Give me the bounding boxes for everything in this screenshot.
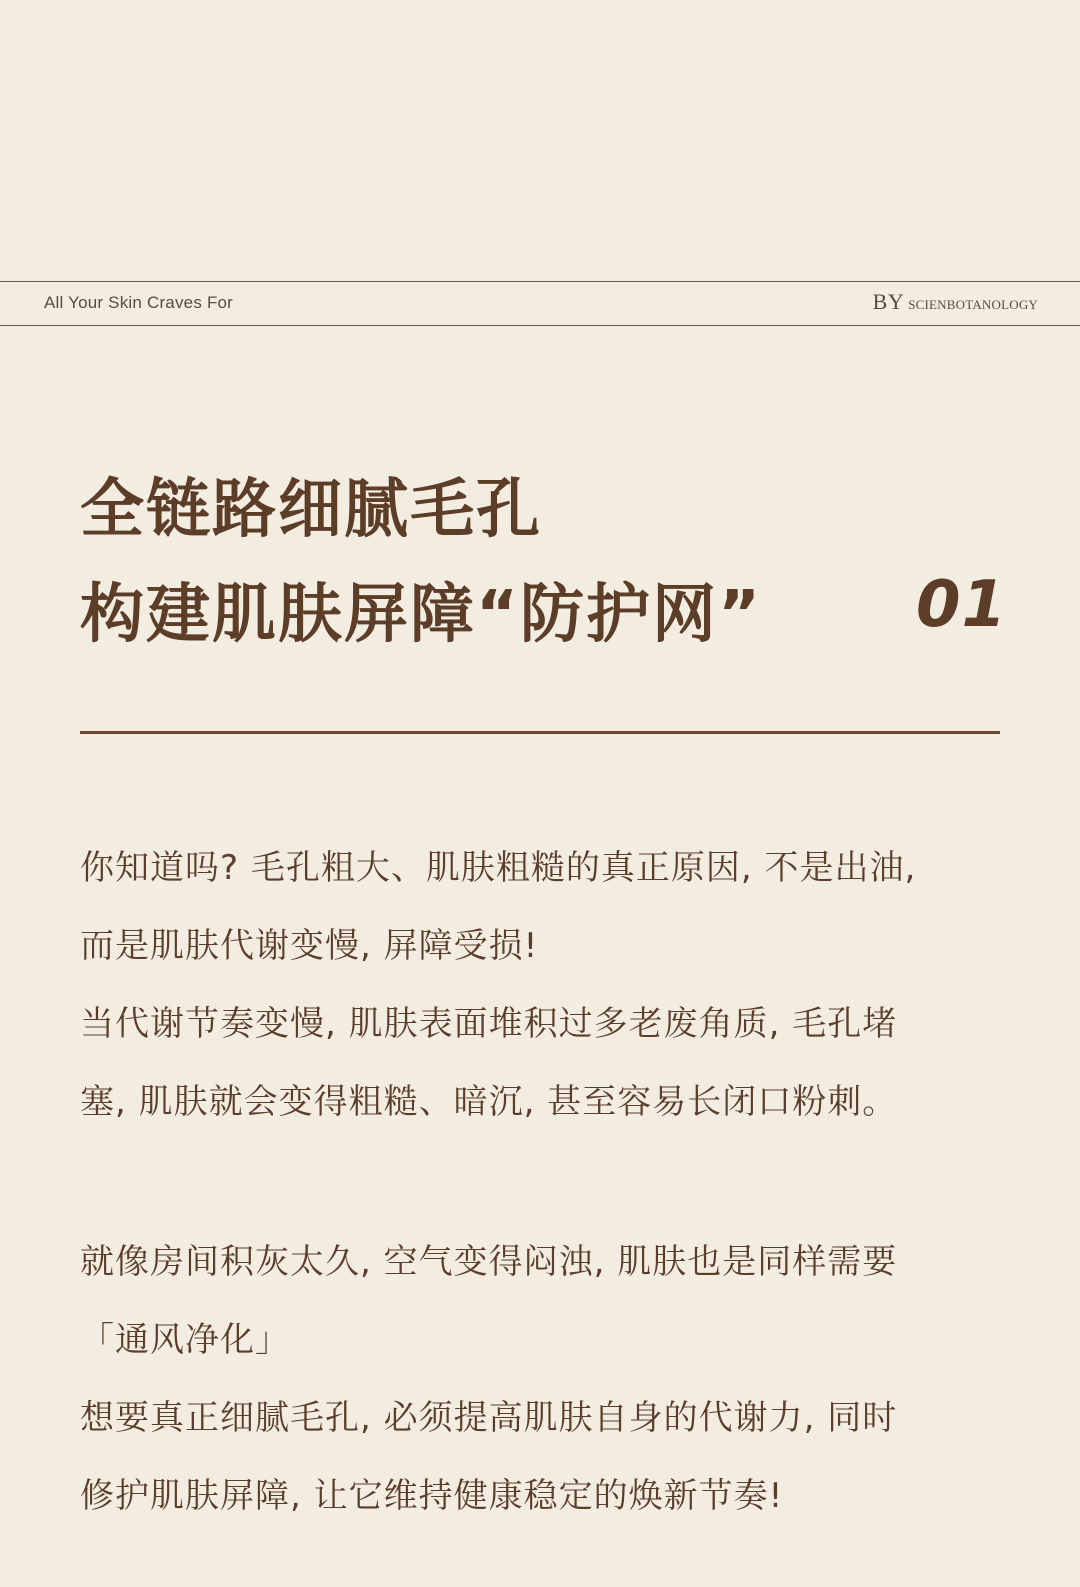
paragraph-1 bbox=[80, 829, 1010, 1141]
header-top-rule bbox=[0, 281, 1080, 282]
paragraph-line: 你知道吗? 毛孔粗大、肌肤粗糙的真正原因, 不是出油, bbox=[80, 848, 917, 888]
chapter-number: 01 bbox=[916, 568, 1008, 642]
brand-logo bbox=[873, 289, 1038, 315]
tagline: All Your Skin Craves For bbox=[44, 293, 234, 312]
paragraph-line: 修护肌肤屏障, 让它维持健康稳定的焕新节奏! bbox=[80, 1476, 784, 1516]
title-line-1: 全链路细腻毛孔 bbox=[80, 473, 542, 547]
paragraph-line: 当代谢节奏变慢, 肌肤表面堆积过多老废角质, 毛孔堵 bbox=[80, 1004, 898, 1044]
brand-name: SCIENBOTANOLOGY bbox=[908, 297, 1038, 312]
paragraph-line: 「通风净化」 bbox=[80, 1320, 290, 1360]
paragraph-line: 塞, 肌肤就会变得粗糙、暗沉, 甚至容易长闭口粉刺。 bbox=[80, 1082, 898, 1122]
brand-by: BY bbox=[872, 289, 905, 314]
title-line-2: 构建肌肤屏障“防护网” bbox=[80, 578, 763, 652]
paragraph-line: 而是肌肤代谢变慢, 屏障受损! bbox=[80, 926, 539, 966]
header-bottom-rule bbox=[0, 325, 1080, 326]
page-title bbox=[80, 458, 762, 668]
paragraph-line: 就像房间积灰太久, 空气变得闷浊, 肌肤也是同样需要 bbox=[80, 1242, 898, 1282]
paragraph-2 bbox=[80, 1223, 1010, 1535]
paragraph-line: 想要真正细腻毛孔, 必须提高肌肤自身的代谢力, 同时 bbox=[80, 1398, 898, 1438]
title-divider bbox=[80, 731, 1000, 734]
